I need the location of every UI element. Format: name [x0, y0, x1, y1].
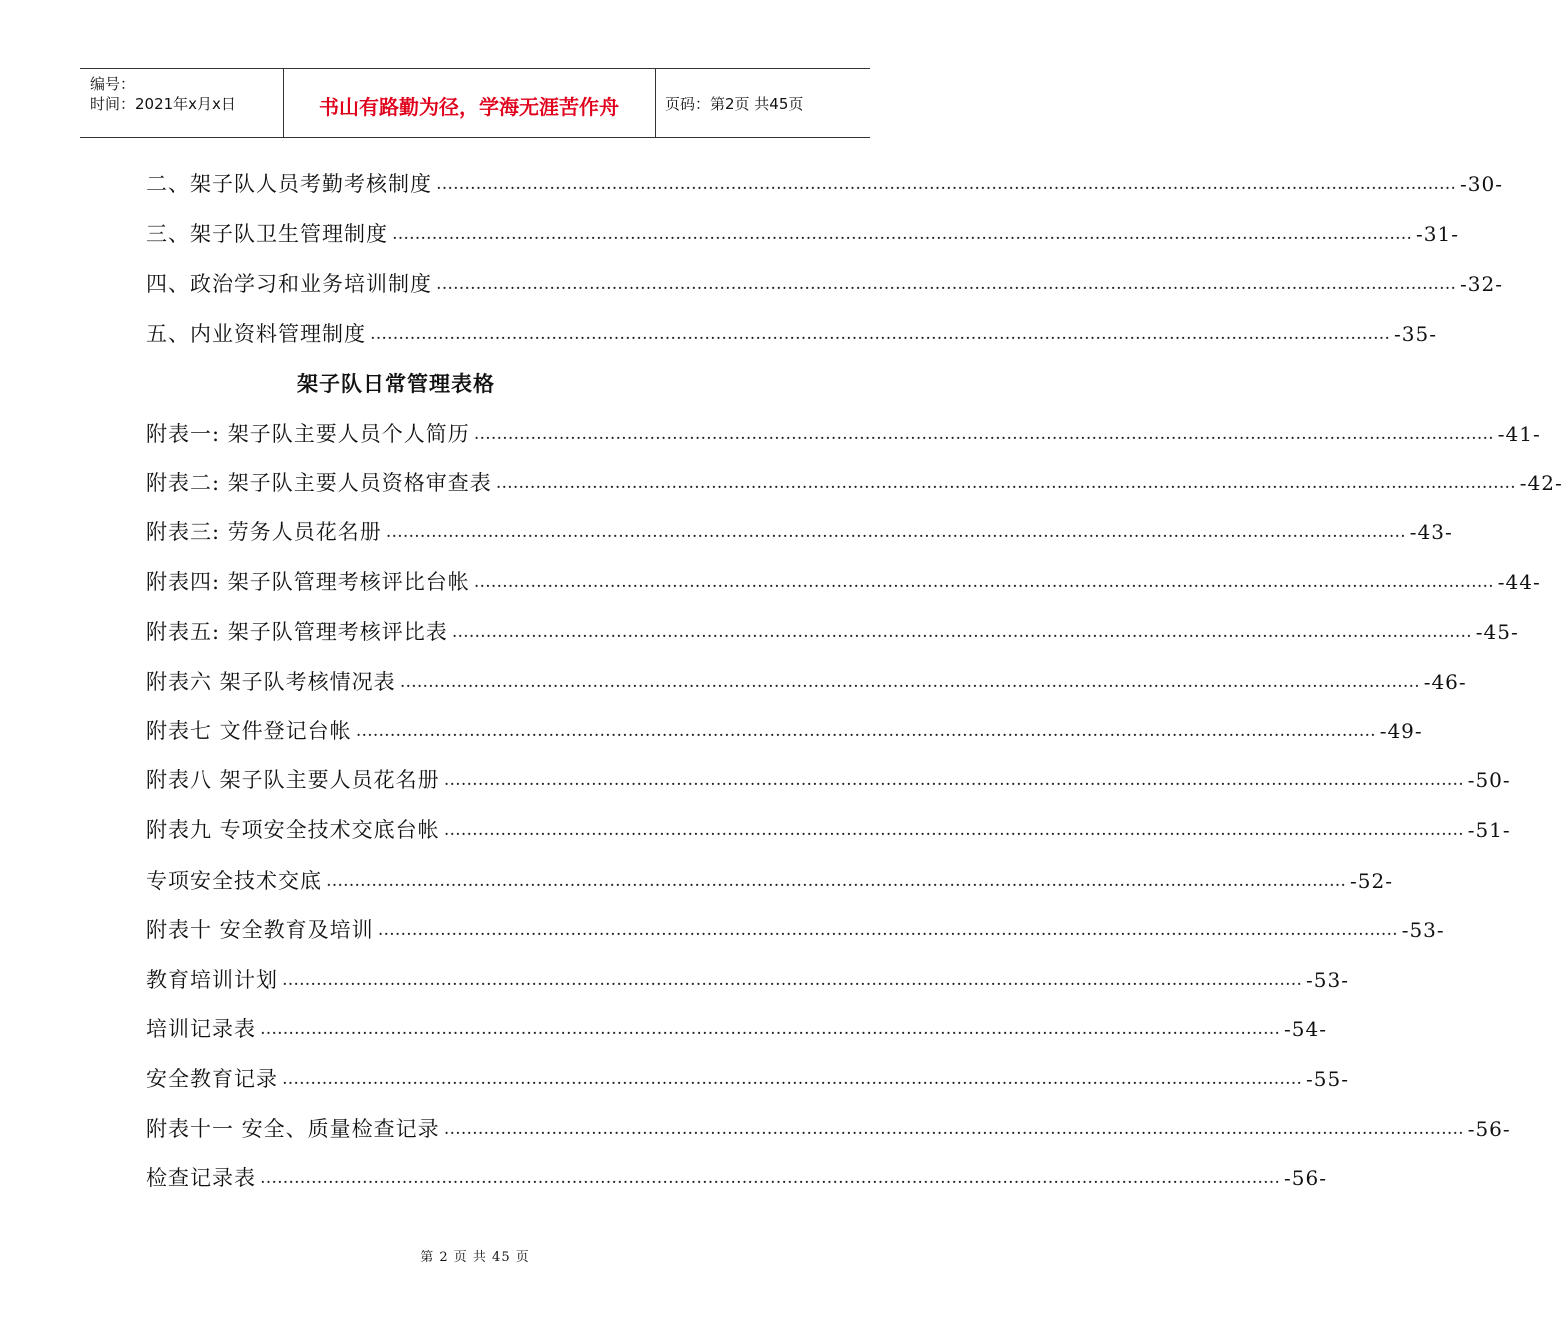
toc-entry-page: -46- — [1423, 670, 1467, 694]
toc-leader-dots: ……………………………………………………………………………………………………………………………………………………………… — [473, 572, 1494, 592]
toc-entry-label: 附表四: 架子队管理考核评比台帐 — [146, 570, 470, 594]
toc-entry-label: 四、政治学习和业务培训制度 — [146, 272, 432, 296]
toc-entry-page: -45- — [1475, 620, 1519, 644]
toc-entry-page: -54- — [1284, 1017, 1327, 1041]
toc-entry-label: 附表五: 架子队管理考核评比表 — [146, 620, 448, 644]
toc-entry-page: -55- — [1306, 1067, 1349, 1091]
toc-leader-dots: ……………………………………………………………………………………………………………………………………………………………… — [282, 1069, 1302, 1089]
toc-entry[interactable] — [146, 612, 1519, 652]
page-header — [80, 68, 870, 138]
toc-entry-label: 教育培训计划 — [146, 968, 278, 992]
toc-entry-page: -42- — [1519, 471, 1563, 495]
toc-leader-dots: ……………………………………………………………………………………………………………………………………………………………… — [260, 1168, 1280, 1188]
toc-leader-dots: ……………………………………………………………………………………………………………………………………………………………… — [443, 820, 1464, 840]
header-page-cell — [655, 69, 870, 137]
toc-entry-label: 三、架子队卫生管理制度 — [146, 222, 388, 246]
toc-entry-page: -56- — [1467, 1117, 1511, 1141]
toc-entry-page: -44- — [1497, 570, 1541, 594]
header-page-number: 页码：第2页 共45页 — [665, 95, 804, 113]
document-date: 时间：2021年x月x日 — [90, 95, 236, 113]
toc-leader-dots: ……………………………………………………………………………………………………………………………………………………………… — [326, 871, 1346, 891]
toc-entry[interactable] — [146, 960, 1349, 1000]
toc-entry[interactable] — [146, 414, 1541, 454]
document-number: 编号： — [90, 75, 136, 93]
toc-entry-page: -51- — [1467, 818, 1511, 842]
toc-leader-dots: ……………………………………………………………………………………………………………………………………………………………… — [377, 920, 1398, 940]
toc-entry-label: 培训记录表 — [146, 1017, 256, 1041]
toc-entry-page: -32- — [1460, 272, 1503, 296]
toc-entry-page: -35- — [1394, 322, 1437, 346]
toc-entry-page: -43- — [1409, 520, 1453, 544]
toc-leader-dots: ……………………………………………………………………………………………………………………………………………………………… — [443, 1119, 1464, 1139]
toc-leader-dots: ……………………………………………………………………………………………………………………………………………………………… — [451, 622, 1472, 642]
toc-entry[interactable] — [146, 760, 1511, 800]
toc-entry-page: -52- — [1350, 869, 1393, 893]
toc-leader-dots: ……………………………………………………………………………………………………………………………………………………………… — [473, 424, 1494, 444]
toc-entry-label: 检查记录表 — [146, 1166, 256, 1190]
toc-entry[interactable] — [146, 1109, 1511, 1149]
toc-entry-label: 附表九 专项安全技术交底台帐 — [146, 818, 440, 842]
toc-leader-dots: ……………………………………………………………………………………………………………………………………………………………… — [392, 224, 1412, 244]
page-footer: 第 2 页 共 45 页 — [420, 1250, 530, 1265]
toc-entry[interactable] — [146, 1158, 1327, 1198]
toc-entry-page: -49- — [1379, 719, 1423, 743]
toc-entry-page: -50- — [1467, 768, 1511, 792]
toc-leader-dots: ……………………………………………………………………………………………………………………………………………………………… — [436, 174, 1456, 194]
toc-entry-page: -53- — [1401, 918, 1445, 942]
toc-entry-label: 附表三: 劳务人员花名册 — [146, 520, 382, 544]
toc-entry[interactable] — [146, 1059, 1349, 1099]
toc-leader-dots: ……………………………………………………………………………………………………………………………………………………………… — [495, 473, 1516, 493]
toc-leader-dots: ……………………………………………………………………………………………………………………………………………………………… — [443, 770, 1464, 790]
toc-entry-label: 二、架子队人员考勤考核制度 — [146, 172, 432, 196]
toc-entry-page: -31- — [1416, 222, 1459, 246]
toc-entry[interactable] — [146, 314, 1437, 354]
toc-entry[interactable] — [146, 662, 1467, 702]
toc-entry-label: 附表七 文件登记台帐 — [146, 719, 352, 743]
toc-entry-label: 附表十 安全教育及培训 — [146, 918, 374, 942]
toc-entry-page: -30- — [1460, 172, 1503, 196]
toc-leader-dots: ……………………………………………………………………………………………………………………………………………………………… — [260, 1019, 1280, 1039]
toc-entry[interactable] — [146, 910, 1445, 950]
toc-entry[interactable] — [146, 861, 1393, 901]
toc-entry[interactable] — [146, 164, 1503, 204]
toc-entry[interactable] — [146, 711, 1423, 751]
section-title: 架子队日常管理表格 — [297, 372, 495, 396]
header-motto: 书山有路勤为径，学海无涯苦作舟 — [319, 95, 619, 119]
toc-entry[interactable] — [146, 463, 1563, 503]
toc-leader-dots: ……………………………………………………………………………………………………………………………………………………………… — [355, 721, 1376, 741]
header-motto-cell — [283, 69, 656, 137]
toc-entry-label: 附表十一 安全、质量检查记录 — [146, 1117, 440, 1141]
toc-leader-dots: ……………………………………………………………………………………………………………………………………………………………… — [399, 672, 1420, 692]
toc-entry-page: -41- — [1497, 422, 1541, 446]
toc-entry[interactable] — [146, 562, 1541, 602]
toc-entry[interactable] — [146, 810, 1511, 850]
toc-leader-dots: ……………………………………………………………………………………………………………………………………………………………… — [370, 324, 1390, 344]
toc-entry-label: 五、内业资料管理制度 — [146, 322, 366, 346]
toc-entry[interactable] — [146, 264, 1503, 304]
toc-entry-label: 附表八 架子队主要人员花名册 — [146, 768, 440, 792]
toc-entry-page: -53- — [1306, 968, 1349, 992]
toc-entry-label: 专项安全技术交底 — [146, 869, 322, 893]
toc-entry-label: 安全教育记录 — [146, 1067, 278, 1091]
toc-entry[interactable] — [146, 214, 1459, 254]
toc-leader-dots: ……………………………………………………………………………………………………………………………………………………………… — [385, 522, 1406, 542]
toc-entry-label: 附表二: 架子队主要人员资格审查表 — [146, 471, 492, 495]
toc-leader-dots: ……………………………………………………………………………………………………………………………………………………………… — [282, 970, 1302, 990]
toc-entry-page: -56- — [1284, 1166, 1327, 1190]
toc-leader-dots: ……………………………………………………………………………………………………………………………………………………………… — [436, 274, 1456, 294]
toc-entry[interactable] — [146, 1009, 1327, 1049]
header-info-cell — [80, 69, 284, 137]
toc-entry-label: 附表一: 架子队主要人员个人简历 — [146, 422, 470, 446]
toc-entry[interactable] — [146, 512, 1453, 552]
toc-entry-label: 附表六 架子队考核情况表 — [146, 670, 396, 694]
